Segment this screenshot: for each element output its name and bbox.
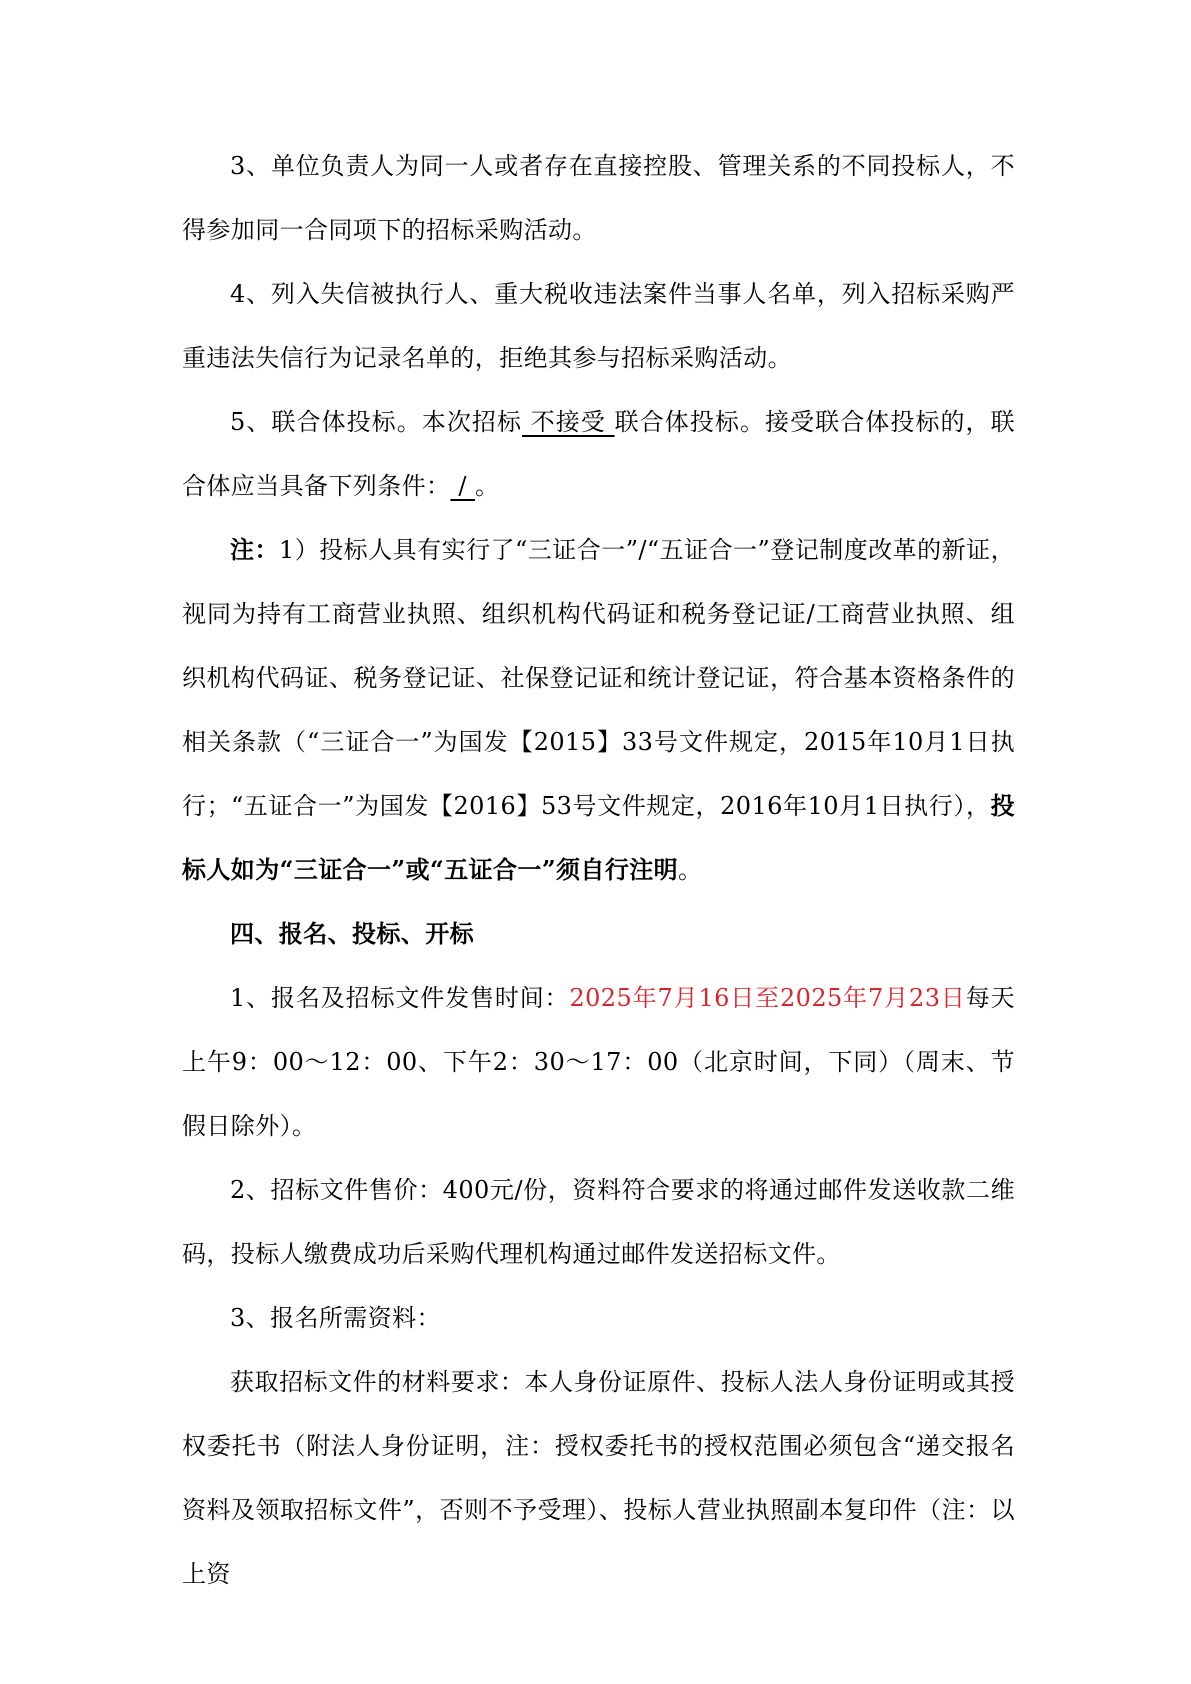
clause-3: 3、单位负责人为同一人或者存在直接控股、管理关系的不同投标人，不得参加同一合同项下的招标采购活动。 — [182, 152, 1015, 244]
note-end: 。 — [678, 856, 703, 884]
clause-5-text-1: 5、联合体投标。本次招标 — [230, 408, 523, 436]
registration-date-range: 2025年7月16日至2025年7月23日 — [569, 984, 966, 1012]
consortium-status: 不接受 — [522, 408, 615, 436]
note-body: 1）投标人具有实行了“三证合一”/“五证合一”登记制度改革的新证，视同为持有工商营业执照、组织机构代码证和税务登记证/工商营业执照、组织机构代码证、税务登记证、社保登记证和统计登记证，符合基本资格条件的相关条款（“三证合一”为国发【2015】33号文件规定，2015年10月1日执行；“五证合一”为国发【2016】53号文件规定，2016年10月1日执行）， — [182, 536, 1015, 820]
consortium-conditions: / — [450, 472, 475, 500]
note-label: 注： — [230, 535, 279, 564]
registration-time — [182, 966, 1015, 1158]
registration-time-prefix: 1、报名及招标文件发售时间： — [230, 984, 570, 1012]
section-heading: 四、报名、投标、开标 — [230, 919, 474, 948]
material-requirements: 获取招标文件的材料要求：本人身份证原件、投标人法人身份证明或其授权委托书（附法人身份证明，注：授权委托书的授权范围必须包含“递交报名资料及领取招标文件”，否则不予受理）、投标人营业执照副本复印件（注：以上资 — [182, 1368, 1015, 1588]
clause-4: 4、列入失信被执行人、重大税收违法案件当事人名单，列入招标采购严重违法失信行为记录名单的，拒绝其参与招标采购活动。 — [182, 280, 1015, 372]
clause-5 — [182, 390, 1015, 518]
document-price: 2、招标文件售价：400元/份，资料符合要求的将通过邮件发送收款二维码，投标人缴费成功后采购代理机构通过邮件发送招标文件。 — [182, 1176, 1015, 1268]
document-body — [182, 134, 1015, 1606]
note-paragraph — [182, 518, 1015, 902]
note-bold-tail: 投标人如为“三证合一”或“五证合一”须自行注明 — [182, 791, 1015, 884]
required-materials-heading: 3、报名所需资料： — [230, 1304, 441, 1332]
clause-5-text-2: 联合体投标。接受联合体投标的，联合体应当具备下列条件： — [182, 408, 1015, 500]
registration-time-suffix: 每天上午9：00～12：00、下午2：30～17：00（北京时间，下同）（周末、节假日除外）。 — [182, 984, 1015, 1140]
clause-5-text-3: 。 — [474, 472, 500, 500]
